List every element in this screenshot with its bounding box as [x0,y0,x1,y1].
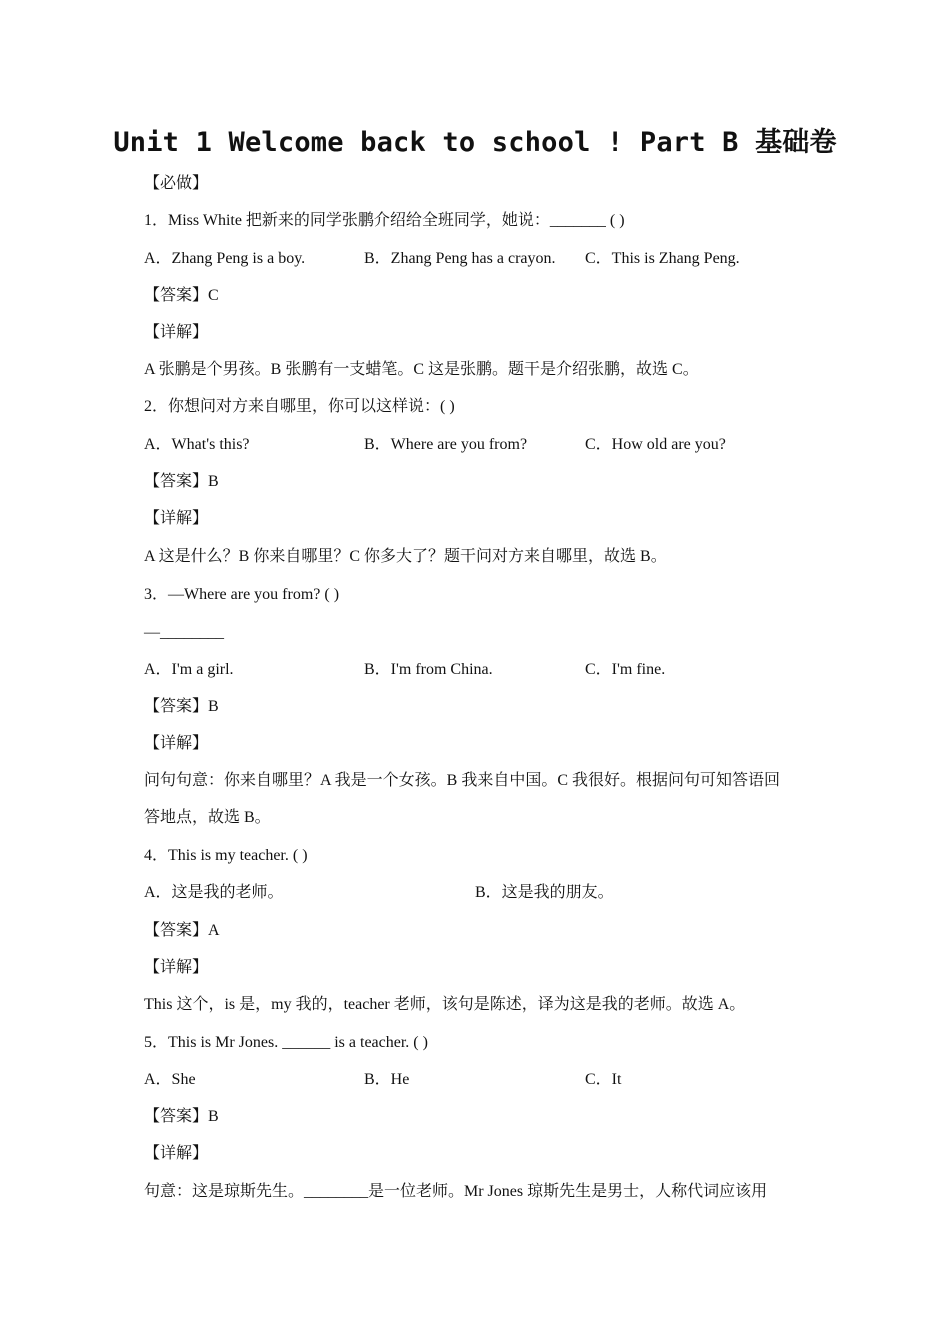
q4-answer: 【答案】A [144,922,220,939]
q2-option-b: B．Where are you from? [364,436,528,453]
q3-answer-blank: —________ [144,624,224,641]
page-title: Unit 1 Welcome back to school ! Part B 基础卷 [113,127,837,158]
q2-option-c: C．How old are you? [585,436,726,453]
q2-explain-label: 【详解】 [144,510,209,527]
q5-option-b: B．He [364,1071,410,1088]
q3-option-b: B．I'm from China. [364,661,493,678]
q4-explanation: This 这个，is 是，my 我的，teacher 老师，该句是陈述，译为这是我的老师。故选 A。 [144,996,746,1013]
q1-explain-label: 【详解】 [144,324,209,341]
q1-option-c: C．This is Zhang Peng. [585,250,740,267]
q5-answer: 【答案】B [144,1108,219,1125]
q5-option-a: A．She [144,1071,196,1088]
q3-option-a: A．I'm a girl. [144,661,234,678]
q2-option-a: A．What's this? [144,436,250,453]
q4-option-a: A．这是我的老师。 [144,884,284,901]
q4-option-b: B．这是我的朋友。 [475,884,614,901]
q5-explanation: 句意：这是琼斯先生。________是一位老师。Mr Jones 琼斯先生是男士，人称代词应该用 [144,1183,768,1200]
q5-explain-label: 【详解】 [144,1145,209,1162]
q2-explanation: A 这是什么？B 你来自哪里？C 你多大了？题干问对方来自哪里，故选 B。 [144,548,667,565]
q3-answer: 【答案】B [144,698,219,715]
q1-answer: 【答案】C [144,287,219,304]
q1-explanation: A 张鹏是个男孩。B 张鹏有一支蜡笔。C 这是张鹏。题干是介绍张鹏，故选 C。 [144,361,699,378]
q1-option-b: B．Zhang Peng has a crayon. [364,250,556,267]
question-3: 3．—Where are you from? ( ) [144,586,340,603]
question-4: 4．This is my teacher. ( ) [144,847,308,864]
question-2: 2．你想问对方来自哪里，你可以这样说：( ) [144,398,455,415]
q3-explanation-line-2: 答地点，故选 B。 [144,809,271,826]
q3-option-c: C．I'm fine. [585,661,666,678]
q4-explain-label: 【详解】 [144,959,209,976]
section-label: 【必做】 [144,175,209,192]
question-1: 1．Miss White 把新来的同学张鹏介绍给全班同学，她说：_______ ( ) [144,212,625,229]
question-5: 5．This is Mr Jones. ______ is a teacher. ( ) [144,1034,428,1051]
q3-explain-label: 【详解】 [144,735,209,752]
q2-answer: 【答案】B [144,473,219,490]
q1-option-a: A．Zhang Peng is a boy. [144,250,306,267]
q5-option-c: C．It [585,1071,622,1088]
q3-explanation-line-1: 问句句意：你来自哪里？A 我是一个女孩。B 我来自中国。C 我很好。根据问句可知答语回 [144,772,781,789]
